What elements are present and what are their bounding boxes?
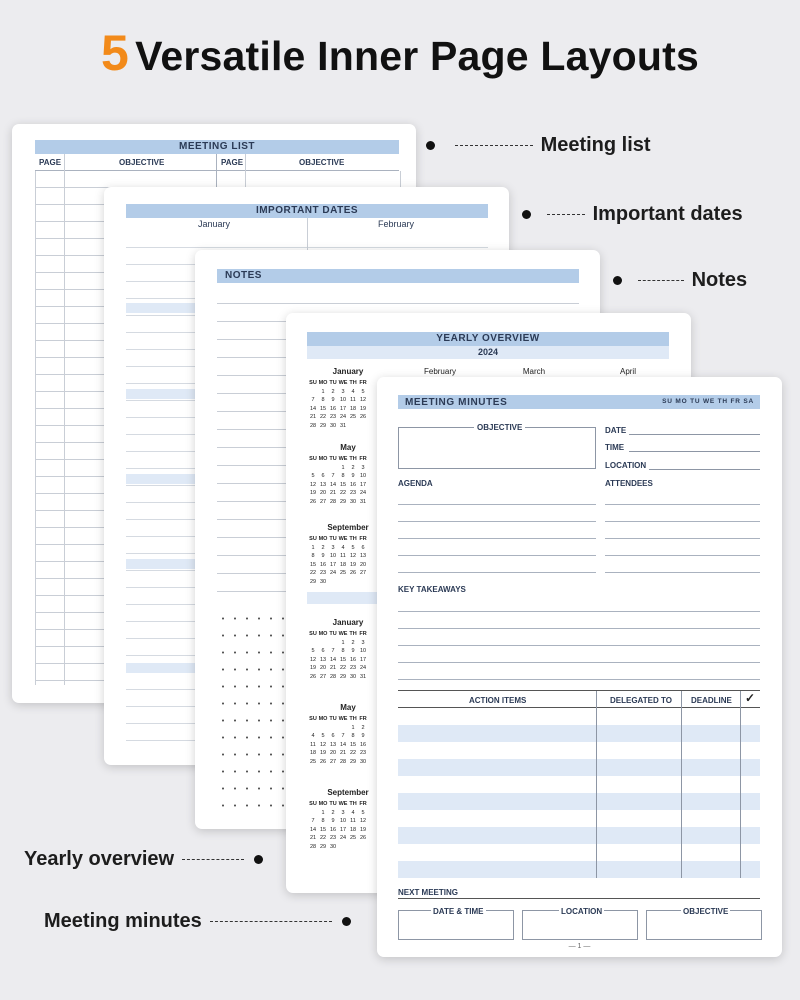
location-label: LOCATION <box>605 461 647 470</box>
nm-date-time-label: DATE & TIME <box>433 907 484 916</box>
title-text: Versatile Inner Page Layouts <box>135 33 699 79</box>
callout-important-dates-text: Important dates <box>592 203 743 225</box>
side-month-1: May <box>340 443 356 452</box>
col-page-1: PAGE <box>39 158 62 167</box>
title-number: 5 <box>101 25 130 81</box>
calendar-sep: SU MO TU WE TH FR 1 2 3 4 5 6 8 9 10 11 12 13 15 16 17 18 19 20 22 23 24 25 26 27 29 30 <box>309 536 367 585</box>
side-month-2: September <box>327 523 369 532</box>
meeting-list-header-row <box>35 154 399 171</box>
side-month-4: May <box>340 703 356 712</box>
col-objective-2: OBJECTIVE <box>299 158 345 167</box>
top-month-mar: March <box>522 367 546 376</box>
callout-meeting-minutes-text: Meeting minutes <box>44 910 202 932</box>
month-february: February <box>378 219 415 229</box>
callout-meeting-list <box>426 134 651 157</box>
month-january: January <box>198 219 231 229</box>
nm-location-label: LOCATION <box>561 907 603 916</box>
bullet-icon <box>426 141 435 150</box>
objective-box[interactable] <box>398 427 596 469</box>
bullet-icon <box>254 855 263 864</box>
page-number: — 1 — <box>568 943 591 950</box>
attendees-lines[interactable] <box>605 488 760 576</box>
check-icon: ✓ <box>745 691 756 705</box>
bullet-icon <box>613 276 622 285</box>
minutes-title: MEETING MINUTES <box>405 397 508 408</box>
action-items-table <box>398 690 760 881</box>
bullet-icon <box>342 917 351 926</box>
deadline-label: DEADLINE <box>691 696 732 705</box>
minutes-header <box>398 395 760 409</box>
callout-important-dates <box>522 203 743 226</box>
top-month-apr: April <box>619 367 636 376</box>
col-page-2: PAGE <box>221 158 244 167</box>
notes-dot-grid <box>217 610 297 810</box>
attendees-label: ATTENDEES <box>605 479 653 488</box>
top-month-feb: February <box>423 367 456 376</box>
col-objective-1: OBJECTIVE <box>119 158 165 167</box>
callout-yearly-overview <box>24 848 263 871</box>
bullet-icon <box>522 210 531 219</box>
agenda-lines[interactable] <box>398 488 596 576</box>
notes-title: NOTES <box>217 269 579 283</box>
next-meeting-label: NEXT MEETING <box>398 888 459 897</box>
callout-meeting-minutes <box>44 910 351 933</box>
yearly-title: YEARLY OVERVIEW <box>307 332 669 346</box>
action-items-rows[interactable] <box>398 708 760 878</box>
callout-yearly-overview-text: Yearly overview <box>24 848 175 870</box>
page-title <box>0 24 800 82</box>
meeting-list-title: MEETING LIST <box>35 140 399 154</box>
action-items-label: ACTION ITEMS <box>469 696 527 705</box>
calendar-jan-2: SU MO TU WE TH FR 1 2 3 5 6 7 8 9 10 12 13 14 15 16 17 19 20 21 22 23 24 26 27 28 29 30 31 <box>309 631 367 680</box>
objective-label: OBJECTIVE <box>474 423 525 432</box>
agenda-label: AGENDA <box>398 479 433 488</box>
key-takeaways-label: KEY TAKEAWAYS <box>398 585 466 594</box>
calendar-sep-2: SU MO TU WE TH FR 1 2 3 4 5 7 8 9 10 11 12 14 15 16 17 18 19 21 22 23 24 25 26 28 29 30 <box>309 801 367 850</box>
side-month-5: September <box>327 788 369 797</box>
callout-meeting-list-text: Meeting list <box>540 134 651 156</box>
callout-notes-text: Notes <box>691 269 748 291</box>
calendar-may-2: SU MO TU WE TH FR 1 2 4 5 6 7 8 9 11 12 13 14 15 16 18 19 20 21 22 23 25 26 27 28 29 30 <box>309 716 367 765</box>
callout-notes <box>613 269 747 292</box>
time-label: TIME <box>605 443 625 452</box>
yearly-year: 2024 <box>307 346 669 359</box>
key-takeaways-lines[interactable] <box>398 595 760 683</box>
top-month-jan: January <box>332 367 364 376</box>
delegated-to-label: DELEGATED TO <box>610 696 672 705</box>
side-month-3: January <box>332 618 364 627</box>
important-dates-title: IMPORTANT DATES <box>126 204 488 218</box>
calendar-jan: SU MO TU WE TH FR 1 2 3 4 5 7 8 9 10 11 12 14 15 16 17 18 19 21 22 23 24 25 26 28 29 30 31 <box>309 380 367 429</box>
calendar-may: SU MO TU WE TH FR 1 2 3 5 6 7 8 9 10 12 13 14 15 16 17 19 20 21 22 23 24 26 27 28 29 30 31 <box>309 456 367 505</box>
nm-objective-label: OBJECTIVE <box>683 907 729 916</box>
date-label: DATE <box>605 426 627 435</box>
meeting-minutes-page <box>377 377 782 957</box>
minutes-weekdays: SU MO TU WE TH FR SA <box>662 398 754 405</box>
